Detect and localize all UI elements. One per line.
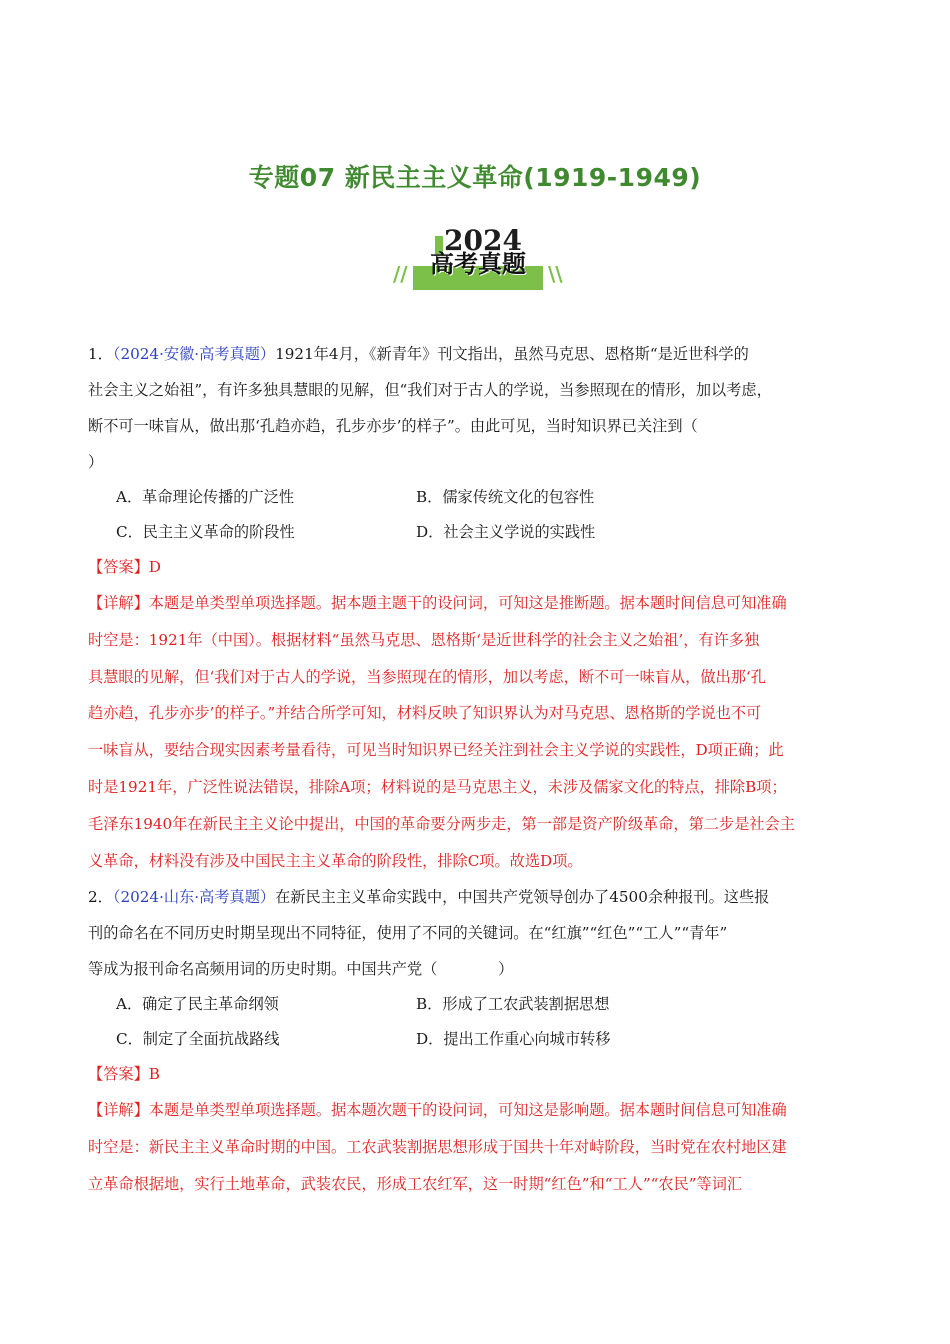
question-number: 1． (88, 345, 113, 363)
explanation-line: 立革命根据地，实行土地革命，武装农民，形成工农红军，这一时期“红色”和“工人”“农民”等词汇 (88, 1174, 743, 1193)
question-list (88, 336, 863, 1203)
options-row (88, 480, 863, 515)
stem-line: 刊的命名在不同历史时期呈现出不同特征，使用了不同的关键词。在“红旗”“红色”“工人”“青年” (88, 924, 728, 943)
explanation-line: 时空是：新民主主义革命时期的中国。工农武装割据思想形成于国共十年对峙阶段，当时党在农村地区建 (88, 1138, 787, 1157)
explanation-line: 义革命，材料没有涉及中国民主主义革命的阶段性，排除C项。故选D项。 (88, 851, 583, 870)
option-d[interactable]: D．社会主义学说的实践性 (416, 523, 596, 541)
option-b[interactable]: B．儒家传统文化的包容性 (416, 488, 595, 506)
question-number: 2． (88, 888, 113, 907)
badge-left-slash-icon: // (393, 262, 408, 286)
question-stem (88, 336, 863, 480)
question-1 (88, 336, 863, 879)
explanation (88, 1092, 863, 1202)
explanation-line: 具慧眼的见解，但‘我们对于古人的学说，当参照现在的情形，加以考虑，断不可一味盲从，做出那‘孔 (88, 667, 766, 686)
option-b[interactable]: B．形成了工农武装割据思想 (416, 995, 610, 1014)
page-title: 专题07 新民主主义革命(1919-1949) (248, 163, 702, 192)
options-row (88, 987, 863, 1022)
options-row (88, 515, 863, 550)
explanation-line: 一味盲从，要结合现实因素考量看待，可见当时知识界已经关注到社会主义学说的实践性，D项正确；此 (88, 741, 784, 760)
question-source: （2024·山东·高考真题） (112, 888, 276, 907)
answer: 【答案】D (88, 558, 161, 576)
stem-line: 社会主义之始祖”，有许多独具慧眼的见解，但“我们对于古人的学说，当参照现在的情形，加以考虑， (88, 381, 772, 399)
stem-line: 1921年4月，《新青年》刊文指出，虽然马克思、恩格斯“是近世科学的 (275, 345, 749, 363)
explanation (88, 585, 863, 879)
stem-line: 断不可一味盲从，做出那‘孔趋亦趋，孔步亦步’的样子”。由此可见，当时知识界已关注到（ (88, 417, 698, 435)
explanation-line: 时是1921年，广泛性说法错误，排除A项；材料说的是马克思主义，未涉及儒家文化的特点，排除B项； (88, 777, 787, 796)
option-c[interactable]: C．民主主义革命的阶段性 (116, 523, 295, 541)
answer: 【答案】B (88, 1065, 160, 1084)
section-badge (393, 222, 563, 298)
badge-right-slash-icon: \\ (548, 262, 563, 286)
question-source: （2024·安徽·高考真题） (112, 345, 276, 363)
explanation-line: 趋亦趋，孔步亦步’的样子。”并结合所学可知，材料反映了知识界认为对马克思、恩格斯的学说也不可 (88, 704, 762, 723)
badge-label: 高考真题 (430, 250, 526, 278)
option-d[interactable]: D．提出工作重心向城市转移 (416, 1030, 611, 1049)
question-2 (88, 879, 863, 1202)
explanation-line: 【详解】本题是单类型单项选择题。据本题次题干的设问词，可知这是影响题。据本题时间信息可知准确 (88, 1101, 787, 1120)
options-row (88, 1022, 863, 1057)
stem-line: 在新民主主义革命实践中，中国共产党领导创办了4500余种报刊。这些报 (275, 888, 770, 907)
explanation-line: 毛泽东1940年在新民主主义论中提出，中国的革命要分两步走，第一部是资产阶级革命，第二步是社会主 (88, 814, 795, 833)
option-c[interactable]: C．制定了全面抗战路线 (116, 1030, 280, 1049)
option-a[interactable]: A．确定了民主革命纲领 (116, 995, 279, 1014)
explanation-line: 【详解】本题是单类型单项选择题。据本题主题干的设问词，可知这是推断题。据本题时间信息可知准确 (88, 594, 787, 612)
stem-line: 等成为报刊命名高频用词的历史时期。中国共产党（ ） (88, 960, 514, 979)
option-a[interactable]: A．革命理论传播的广泛性 (116, 488, 295, 506)
badge-year: 2024 (444, 224, 522, 257)
explanation-line: 时空是：1921年（中国）。根据材料“虽然马克思、恩格斯‘是近世科学的社会主义之始祖’，有许多独 (88, 630, 760, 649)
stem-line: ） (88, 453, 104, 471)
question-stem (88, 879, 863, 987)
